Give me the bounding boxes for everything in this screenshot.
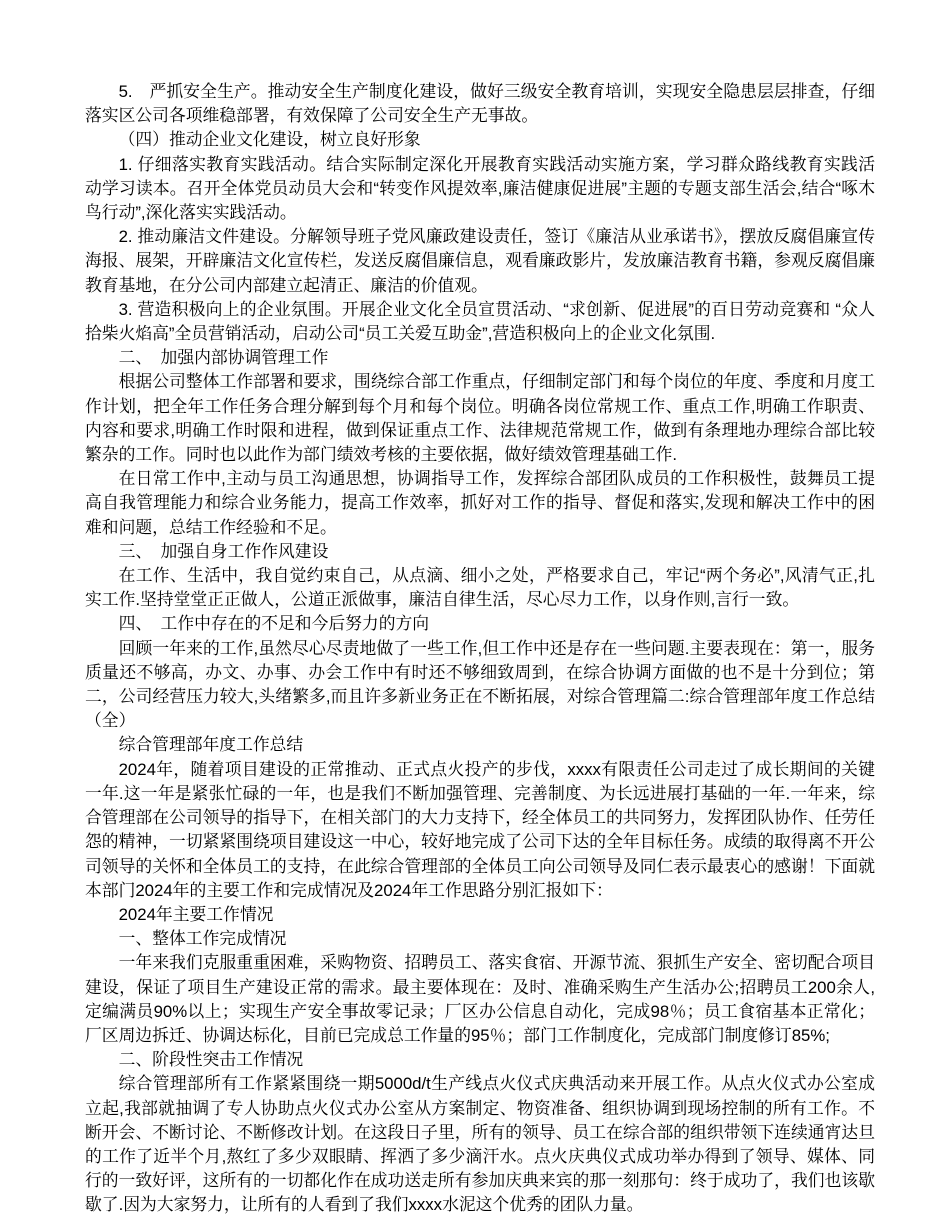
paragraph: 一、整体工作完成情况: [118, 929, 287, 949]
paragraph: 综合管理部年度工作总结: [118, 735, 304, 755]
paragraph: 2024年，随着项目建设的正常推动、正式点火投产的步伐，xxxx有限责任公司走过了成长期间的关键一年.这一年是紧张忙碌的一年，也是我们不断加强管理、完善制度、为长远进展打基础的一年.一年来，综合管理部在公司领导的指导下，在相关部门的大力支持下，经全体员工的共同努力，发挥团队协作、任劳任怨的精神，一切紧紧围绕项目建设这一中心，较好地完成了公司下达的全年目标任务。成绩的取得离不开公司领导的关怀和全体员工的支持，在此综合管理部的全体员工向公司领导及同仁表示最衷心的感谢！下面就本部门2024年的主要工作和完成情况及2024年工作思路分别汇报如下：: [85, 759, 875, 900]
paragraph: 1. 仔细落实教育实践活动。结合实际制定深化开展教育实践活动实施方案，学习群众路线教育实践活动学习读本。召开全体党员动员大会和“转变作风提效率,廉洁健康促进展”主题的专题支部生活会,结合“啄木鸟行动”,深化落实实践活动。: [85, 154, 875, 223]
paragraph: 一年来我们克服重重困难，采购物资、招聘员工、落实食宿、开源节流、狠抓生产安全、密切配合项目建设，保证了项目生产建设正常的需求。最主要体现在：及时、准确采购生产生活办公;招聘员工200余人,定编满员90%以上；实现生产安全事故零记录；厂区办公信息自动化，完成98％；员工食宿基本正常化；厂区周边拆迁、协调达标化，目前已完成总工作量的95％；部门工作制度化，完成部门制度修订85%;: [85, 953, 875, 1045]
paragraph: 根据公司整体工作部署和要求，围绕综合部工作重点，仔细制定部门和每个岗位的年度、季度和月度工作计划，把全年工作任务合理分解到每个月和每个岗位。明确各岗位常规工作、重点工作,明确工作职责、内容和要求,明确工作时限和进程，做到保证重点工作、法律规范常规工作，做到有条理地办理综合部比较繁杂的工作。同时也以此作为部门绩效考核的主要依据，做好绩效管理基础工作.: [85, 372, 875, 465]
paragraph: 综合管理部所有工作紧紧围绕一期5000d/t生产线点火仪式庆典活动来开展工作。从点火仪式办公室成立起,我部就抽调了专人协助点火仪式办公室从方案制定、物资准备、组织协调到现场控制的所有工作。不断开会、不断讨论、不断修改计划。在这段日子里，所有的领导、员工在综合部的组织带领下连续通宵达旦的工作了近半个月,熬红了多少双眼睛、挥洒了多少滴汗水。点火庆典仪式成功举办得到了领导、媒体、同行的一致好评，这所有的一切都化作在成功送走所有参加庆典来宾的那一刻那句：终于成功了，我们也该歇歇了.因为大家努力，让所有的人看到了我们xxxx水泥这个优秀的团队力量。: [85, 1074, 875, 1215]
paragraph: 2. 推动廉洁文件建设。分解领导班子党风廉政建设责任，签订《廉洁从业承诺书》，摆放反腐倡廉宣传海报、展架，开辟廉洁文化宣传栏，发送反腐倡廉信息，观看廉政影片，发放廉洁教育书籍，参观反腐倡廉教育基地，在分公司内部建立起清正、廉洁的价值观。: [85, 227, 875, 295]
paragraph: 四、 工作中存在的不足和今后努力的方向: [118, 614, 430, 634]
document-body: [85, 80, 875, 1218]
paragraph: 5. 严抓安全生产。推动安全生产制度化建设，做好三级安全教育培训，实现安全隐患层层排查，仔细落实区公司各项维稳部署，有效保障了公司安全生产无事故。: [85, 82, 875, 126]
paragraph: 2024年主要工作情况: [118, 904, 274, 924]
paragraph: 3. 营造积极向上的企业氛围。开展企业文化全员宣贯活动、“求创新、促进展”的百日劳动竞赛和 “众人拾柴火焰高”全员营销活动，启动公司“员工关爱互助金”,营造积极向上的企业文化氛围.: [85, 299, 875, 344]
paragraph: 回顾一年来的工作,虽然尽心尽责地做了一些工作,但工作中还是存在一些问题.主要表现在：第一，服务质量还不够高，办文、办事、办会工作中有时还不够细致周到，在综合协调方面做的也不是十分到位；第二，公司经营压力较大,头绪繁多,而且许多新业务正在不断拓展，对综合管理篇二:综合管理部年度工作总结（全）: [85, 638, 875, 731]
paragraph: 三、 加强自身工作作风建设: [118, 541, 329, 561]
paragraph: 二、阶段性突击工作情况: [118, 1050, 304, 1070]
paragraph: 二、 加强内部协调管理工作: [118, 348, 329, 368]
paragraph: （四）推动企业文化建设，树立良好形象: [118, 130, 421, 150]
paragraph: 在工作、生活中，我自觉约束自己，从点滴、细小之处，严格要求自己，牢记“两个务必”,风清气正,扎实工作.坚持堂堂正正做人，公道正派做事，廉洁自律生活，尽心尽力工作，以身作则,言行一致。: [85, 566, 875, 610]
paragraph: 在日常工作中,主动与员工沟通思想，协调指导工作，发挥综合部团队成员的工作积极性，鼓舞员工提高自我管理能力和综合业务能力，提高工作效率，抓好对工作的指导、督促和落实,发现和解决工作中的困难和问题，总结工作经验和不足。: [85, 469, 875, 537]
